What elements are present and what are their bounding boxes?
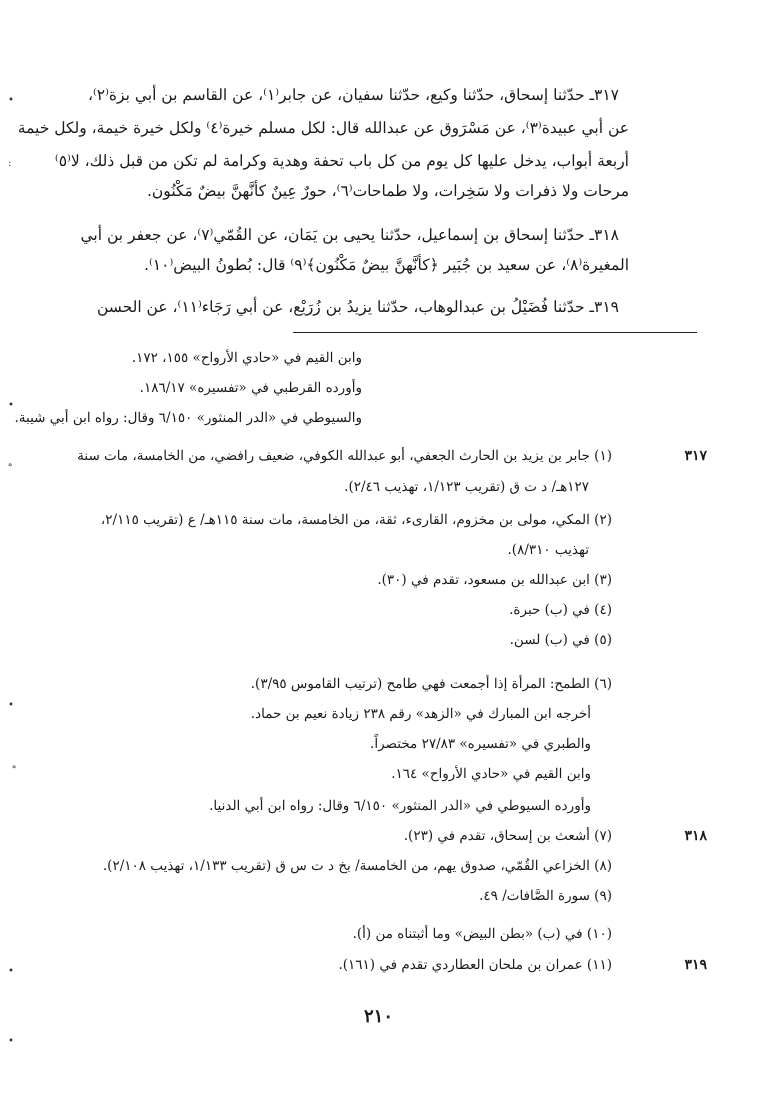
scan-speck: • — [8, 700, 14, 711]
body-line: ٣١٨ـ حدّثنا إسحاق بن إسماعيل، حدّثنا يحيى بن يَمَان، عن القُمّي⁽٧⁾، عن جعفر بن أبي — [80, 226, 619, 244]
scan-speck: ॰ — [12, 763, 17, 774]
scan-speck: • — [8, 95, 14, 106]
footnote-line: (١١) عمران بن ملحان العطاردي تقدم في (١٦١). — [338, 957, 612, 973]
scan-speck: • — [8, 1036, 14, 1047]
footnote-line: والطبري في «تفسيره» ٢٧/٨٣ مختصراً. — [370, 736, 591, 752]
footnote-line: (٥) في (ب) لسن. — [509, 632, 612, 648]
scan-speck: • — [8, 966, 14, 977]
footnote-line: (١٠) في (ب) «بطن البيض» وما أثبتناه من (أ). — [352, 926, 612, 942]
margin-number: ٣١٩ — [684, 957, 707, 973]
footnote-line: وابن القيم في «حادي الأرواح» ١٦٤. — [391, 766, 591, 782]
body-line: المغيرة⁽٨⁾، عن سعيد بن جُبَير ﴿كأنَّهنَّ بيضٌ مَكْنُون﴾⁽٩⁾ قال: بُطونُ البيض⁽١٠⁾. — [144, 256, 629, 274]
body-line: عن أبي عبيدة⁽٣⁾، عن مَسْرَوق عن عبدالله قال: لكل مسلم خيرة⁽٤⁾ ولكل خيرة خيمة، ولكل خيمة — [17, 119, 629, 137]
footnote-line: (٣) ابن عبدالله بن مسعود، تقدم في (٣٠). — [377, 572, 612, 588]
body-line: مرحات ولا ذفرات ولا سَخِرات، ولا طماحات⁽٦⁾، حورٌ عِينٌ كأنَّهنَّ بيضٌ مَكْنُون. — [147, 182, 629, 200]
footnote-line: وأورده السيوطي في «الدر المنثور» ٦/١٥٠ وقال: رواه ابن أبي الدنيا. — [209, 798, 591, 814]
margin-number: ٣١٧ — [684, 448, 707, 464]
footnote-line: (٤) في (ب) حبرة. — [509, 602, 612, 618]
footnote-line: والسيوطي في «الدر المنثور» ٦/١٥٠ وقال: رواه ابن أبي شيبة. — [14, 410, 362, 426]
margin-number: ٣١٨ — [684, 828, 707, 844]
footnote-line: (٨) الخزاعي القُمّي، صدوق يهم، من الخامسة/ بخ د ت س ق (تقريب ١/١٣٣، تهذيب ٢/١٠٨). — [102, 858, 612, 874]
footnote-line: (٧) أشعث بن إسحاق، تقدم في (٢٣). — [403, 828, 612, 844]
body-line: ٣١٧ـ حدّثنا إسحاق، حدّثنا وكيع، حدّثنا سفيان، عن جابر⁽١⁾، عن القاسم بن أبي بزة⁽٢⁾، — [87, 86, 619, 104]
scan-speck: • — [8, 400, 14, 411]
footnote-line: أخرجه ابن المبارك في «الزهد» رقم ٢٣٨ زيادة نعيم بن حماد. — [250, 706, 591, 722]
footnote-line: (٩) سورة الصَّافات/ ٤٩. — [479, 888, 612, 904]
footnote-line: (١) جابر بن يزيد بن الحارث الجعفي، أبو عبدالله الكوفي، ضعيف رافضي، من الخامسة، مات سنة — [77, 448, 612, 464]
footnote-line: وأورده القرطبي في «تفسيره» ١٨٦/١٧. — [139, 380, 362, 396]
page-number: ٢١٠ — [363, 1006, 393, 1027]
footnote-line: (٦) الطمح: المرأة إذا أجمعت فهي طامح (ترتيب القاموس ٣/٩٥). — [250, 676, 612, 692]
footnote-divider — [293, 332, 697, 333]
footnote-line: (٢) المكي، مولى بن مخزوم، القارىء، ثقة، من الخامسة، مات سنة ١١٥هـ/ ع (تقريب ٢/١١٥، — [100, 512, 612, 528]
scan-speck: : — [8, 158, 12, 169]
scan-speck: ॰ — [8, 461, 13, 472]
body-line: أربعة أبواب، يدخل عليها كل يوم من كل باب تحفة وهدية وكرامة لم تكن من قبل ذلك، لا⁽٥⁾ — [54, 152, 629, 170]
footnote-line: ١٢٧هـ/ د ت ق (تقريب ١/١٢٣، تهذيب ٢/٤٦). — [344, 479, 589, 495]
footnote-line: تهذيب ٨/٣١٠). — [507, 542, 589, 558]
body-line: ٣١٩ـ حدّثنا فُضَيْلُ بن عبدالوهاب، حدّثنا يزيدُ بن زُرَيْع، عن أبي رَجَاء⁽١١⁾، عن الحسن — [96, 298, 619, 316]
footnote-line: وابن القيم في «حادي الأرواح» ١٥٥، ١٧٢. — [131, 350, 362, 366]
